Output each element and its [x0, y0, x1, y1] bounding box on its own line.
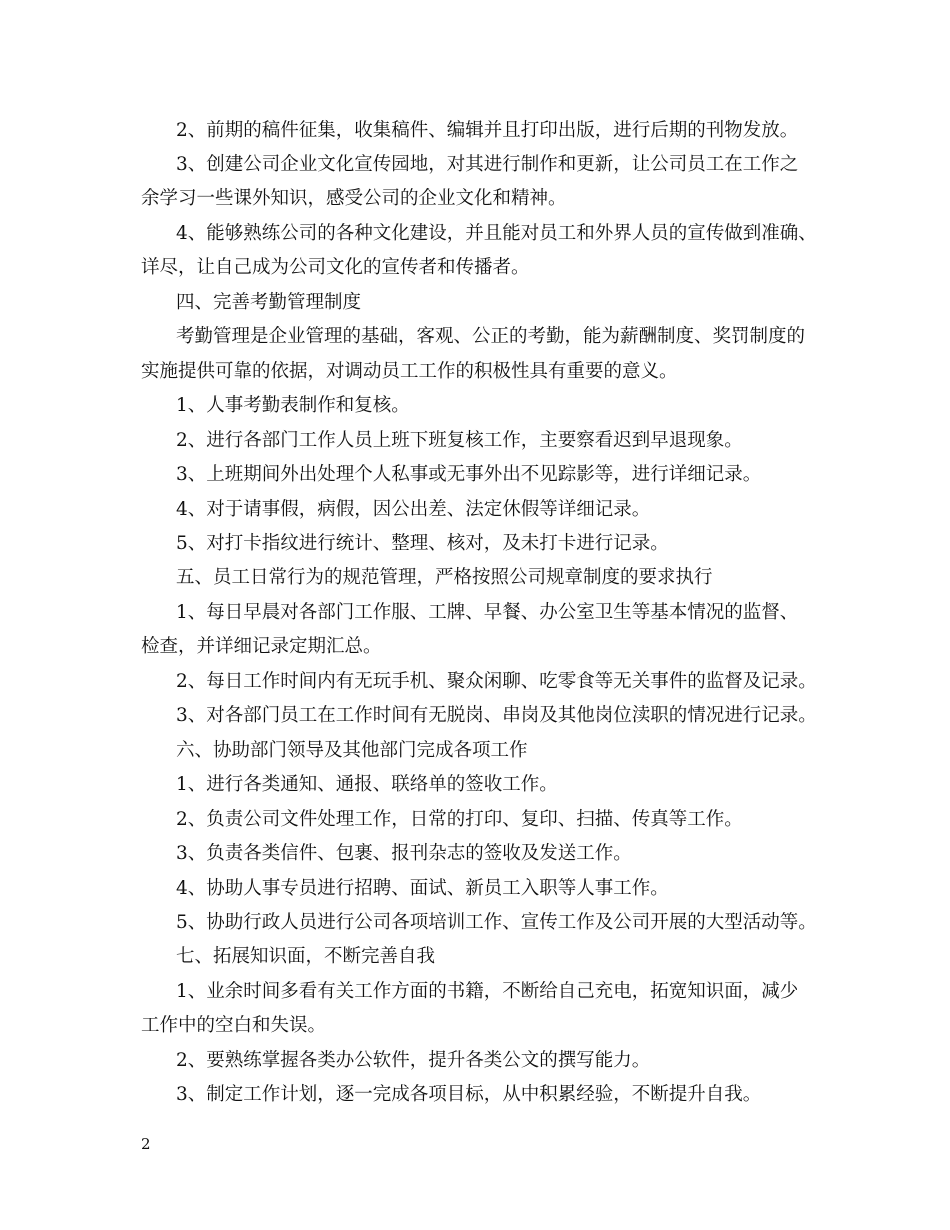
list-item: 2、进行各部门工作人员上班下班复核工作，主要察看迟到早退现象。	[176, 430, 743, 451]
list-item: 3、对各部门员工在工作时间有无脱岗、串岗及其他岗位渎职的情况进行记录。	[176, 705, 817, 726]
body-text-line: 实施提供可靠的依据，对调动员工工作的积极性具有重要的意义。	[141, 361, 678, 382]
list-item: 1、每日早晨对各部门工作服、工牌、早餐、办公室卫生等基本情况的监督、	[176, 602, 799, 623]
list-item: 5、协助行政人员进行公司各项培训工作、宣传工作及公司开展的大型活动等。	[176, 912, 817, 933]
list-item: 4、协助人事专员进行招聘、面试、新员工入职等人事工作。	[176, 878, 669, 899]
section-heading: 六、协助部门领导及其他部门完成各项工作	[176, 740, 528, 761]
section-heading: 七、拓展知识面，不断完善自我	[176, 946, 436, 967]
list-item: 2、要熟练掌握各类办公软件，提升各类公文的撰写能力。	[176, 1050, 651, 1071]
list-item: 3、负责各类信件、包裹、报刊杂志的签收及发送工作。	[176, 843, 632, 864]
body-text-line: 2、前期的稿件征集，收集稿件、编辑并且打印出版，进行后期的刊物发放。	[176, 120, 799, 141]
list-item: 4、对于请事假，病假，因公出差、法定休假等详细记录。	[176, 499, 651, 520]
body-text-line: 详尽，让自己成为公司文化的宣传者和传播者。	[141, 257, 530, 278]
body-text-line: 考勤管理是企业管理的基础，客观、公正的考勤，能为薪酬制度、奖罚制度的	[176, 326, 806, 347]
list-item: 3、上班期间外出处理个人私事或无事外出不见踪影等，进行详细记录。	[176, 464, 762, 485]
body-text-line: 4、能够熟练公司的各种文化建设，并且能对员工和外界人员的宣传做到准确、	[176, 223, 817, 244]
list-item: 1、业余时间多看有关工作方面的书籍，不断给自己充电，拓宽知识面，减少	[176, 981, 799, 1002]
body-text-line: 3、创建公司企业文化宣传园地，对其进行制作和更新，让公司员工在工作之	[176, 154, 799, 175]
section-heading: 五、员工日常行为的规范管理，严格按照公司规章制度的要求执行	[176, 567, 713, 588]
body-text-line: 工作中的空白和失误。	[141, 1015, 327, 1036]
page-number: 2	[141, 1135, 151, 1153]
section-heading: 四、完善考勤管理制度	[176, 292, 362, 313]
list-item: 2、每日工作时间内有无玩手机、聚众闲聊、吃零食等无关事件的监督及记录。	[176, 671, 817, 692]
list-item: 1、进行各类通知、通报、联络单的签收工作。	[176, 774, 558, 795]
body-text-line: 余学习一些课外知识，感受公司的企业文化和精神。	[141, 188, 567, 209]
list-item: 1、人事考勤表制作和复核。	[176, 395, 410, 416]
body-text-line: 检查，并详细记录定期汇总。	[141, 636, 382, 657]
list-item: 5、对打卡指纹进行统计、整理、核对，及未打卡进行记录。	[176, 533, 669, 554]
list-item: 3、制定工作计划，逐一完成各项目标，从中积累经验，不断提升自我。	[176, 1084, 762, 1105]
list-item: 2、负责公司文件处理工作，日常的打印、复印、扫描、传真等工作。	[176, 809, 743, 830]
